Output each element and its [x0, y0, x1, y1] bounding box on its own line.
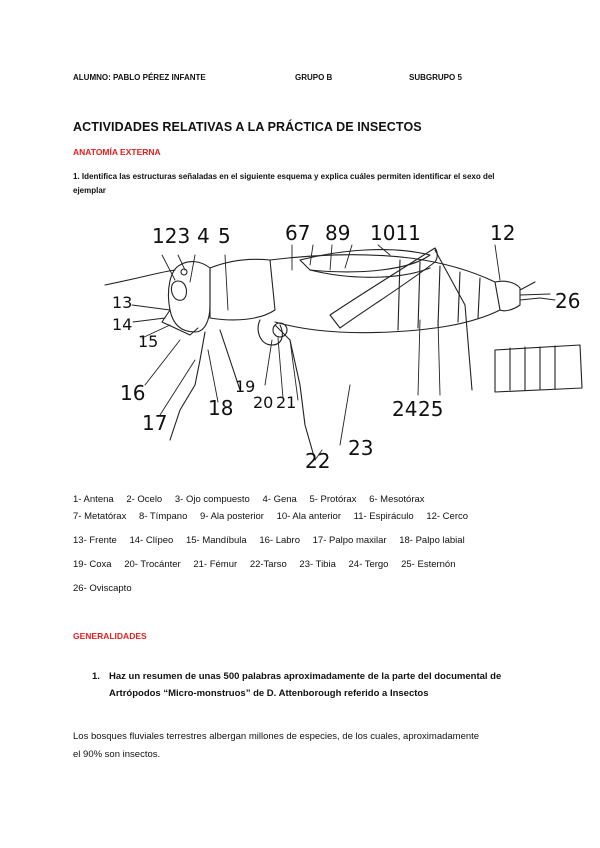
legend-item: 24- Tergo: [348, 559, 389, 570]
legend-row-3: [73, 535, 475, 546]
label-6-7: 67: [285, 221, 311, 245]
legend-row-1: [73, 494, 435, 505]
legend-item: 26- Oviscapto: [73, 583, 132, 594]
legend-item: 8- Tímpano: [138, 511, 188, 522]
label-23: 23: [348, 436, 374, 460]
label-5: 5: [218, 224, 231, 248]
label-21: 21: [276, 393, 297, 412]
label-26: 26: [555, 289, 581, 313]
legend-item: 16- Labro: [259, 535, 300, 546]
label-24: 24: [392, 397, 418, 421]
legend-item: 14- Clípeo: [129, 535, 174, 546]
label-18: 18: [208, 396, 234, 420]
legend-item: 12- Cerco: [426, 511, 469, 522]
legend-item: 20- Trocánter: [124, 559, 181, 570]
legend-item: 5- Protórax: [309, 494, 357, 505]
hindwing: [310, 268, 430, 277]
abdomen-detail: [495, 345, 582, 392]
label-17: 17: [142, 411, 168, 435]
legend-item: 1- Antena: [73, 494, 114, 505]
legend-item: 3- Ojo compuesto: [174, 494, 250, 505]
pronotum: [210, 259, 275, 320]
student-name: ALUMNO: PABLO PÉREZ INFANTE: [73, 73, 206, 82]
legend-item: 11- Espiráculo: [353, 511, 414, 522]
coxa: [258, 320, 282, 345]
cercus: [520, 282, 540, 300]
label-15: 15: [138, 332, 159, 351]
legend-item: 25- Esternón: [401, 559, 456, 570]
page-title: ACTIVIDADES RELATIVAS A LA PRÁCTICA DE INSECTOS: [73, 120, 422, 134]
label-12: 12: [490, 221, 516, 245]
question-2-number: 1.: [92, 671, 100, 682]
legend-item: 15- Mandíbula: [185, 535, 247, 546]
question-1: 1. Identifica las estructuras señaladas en el siguiente esquema y explica cuáles permiten identificar el sexo del ejemplar: [73, 172, 495, 195]
label-10-11: 1011: [370, 221, 421, 245]
mouthparts: [162, 310, 198, 335]
abdomen-tip: [495, 281, 520, 311]
forewing: [300, 250, 430, 272]
insect-head: [168, 262, 210, 332]
section-heading-anatomia: ANATOMÍA EXTERNA: [73, 147, 161, 157]
question-2-text: Haz un resumen de unas 500 palabras aproximadamente de la parte del documental de Artrópodos “Micro-monstruos” de D. Attenborough referido a Insectos: [109, 671, 502, 699]
leader-lines: [132, 245, 555, 460]
antenna: [105, 270, 175, 285]
label-13: 13: [112, 293, 133, 312]
answer-paragraph: Los bosques fluviales terrestres albergan millones de especies, de los cuales, aproximadamente el 90% son insectos.: [73, 731, 480, 760]
legend-item: 9- Ala posterior: [200, 511, 264, 522]
legend-item: 10- Ala anterior: [276, 511, 341, 522]
legend-item: 17- Palpo maxilar: [312, 535, 387, 546]
insect-diagram: [100, 210, 590, 480]
label-20: 20: [253, 393, 274, 412]
legend-item: 19- Coxa: [73, 559, 112, 570]
question-2: [92, 668, 542, 702]
legend-item: 6- Mesotórax: [369, 494, 425, 505]
ocellus: [181, 269, 187, 275]
legend-row-2: [73, 511, 478, 522]
group-label: GRUPO B: [295, 73, 333, 82]
label-16: 16: [120, 381, 146, 405]
label-25: 25: [418, 397, 444, 421]
legend-item: 13- Frente: [73, 535, 117, 546]
legend-row-4: [73, 559, 466, 570]
compound-eye: [171, 281, 186, 300]
body-outline: [270, 255, 500, 333]
fore-leg: [170, 332, 205, 440]
legend-row-5: [73, 583, 142, 594]
label-4: 4: [197, 224, 210, 248]
legend-item: 2- Ocelo: [126, 494, 163, 505]
label-19: 19: [235, 377, 256, 396]
label-14: 14: [112, 315, 133, 334]
legend-item: 4- Gena: [262, 494, 297, 505]
legend-item: 22-Tarso: [249, 559, 287, 570]
label-8-9: 89: [325, 221, 351, 245]
legend-item: 7- Metatórax: [73, 511, 127, 522]
label-1-2-3: 123: [152, 224, 191, 248]
legend-item: 21- Fémur: [193, 559, 238, 570]
label-22: 22: [305, 449, 331, 473]
ovipositor: [520, 294, 550, 295]
subgroup-label: SUBGRUPO 5: [409, 73, 462, 82]
legend-item: 23- Tibia: [299, 559, 336, 570]
section-heading-generalidades: GENERALIDADES: [73, 631, 147, 641]
legend-item: 18- Palpo labial: [399, 535, 465, 546]
